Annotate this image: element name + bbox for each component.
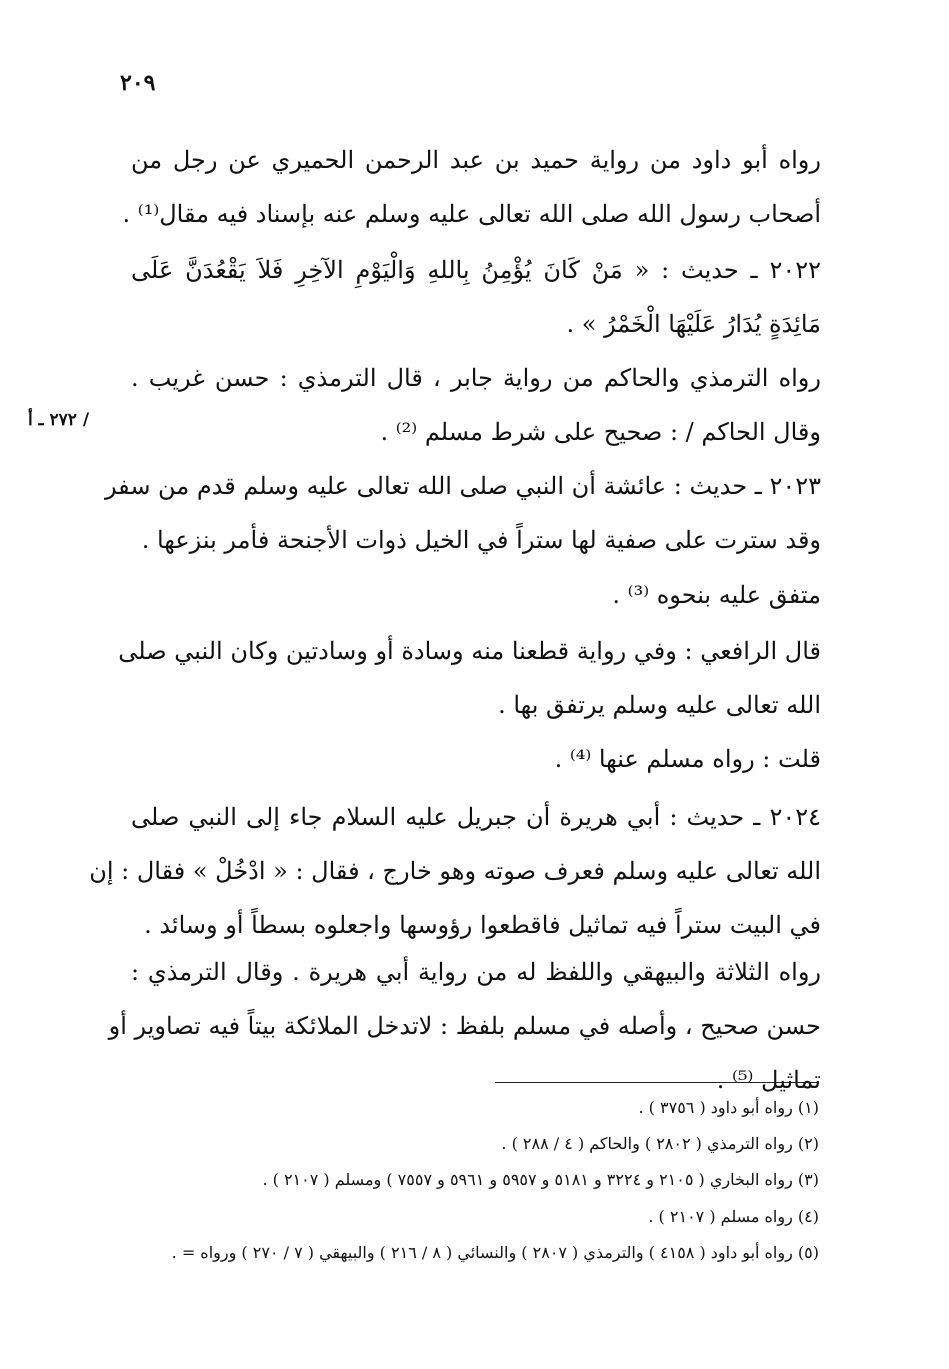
footnote-separator bbox=[495, 1082, 819, 1083]
text-line: وقال الحاكم / : صحيح على شرط مسلم ⁽²⁾ . bbox=[380, 418, 821, 446]
text-line: رواه الترمذي والحاكم من رواية جابر ، قال الترمذي : حسن غريب . bbox=[131, 364, 821, 392]
footnote: (١) رواه أبو داود ( ٣٧٥٦ ) . bbox=[638, 1098, 819, 1117]
footnote: (٢) رواه الترمذي ( ٢٨٠٢ ) والحاكم ( ٤ / ٢٨٨ ) . bbox=[501, 1134, 819, 1153]
text-line: حسن صحيح ، وأصله في مسلم بلفظ : لاتدخل الملائكة بيتاً فيه تصاوير أو bbox=[108, 1012, 821, 1040]
paragraph bbox=[131, 568, 821, 622]
text-line: مَائِدَةٍ يُدَارُ عَلَيْهَا الْخَمْرُ » . bbox=[566, 310, 821, 338]
text-line: ٢٠٢٣ ـ حديث : عائشة أن النبي صلى الله تعالى عليه وسلم قدم من سفر bbox=[104, 472, 821, 500]
text-line: أصحاب رسول الله صلى الله تعالى عليه وسلم عنه بإسناد فيه مقال⁽¹⁾ . bbox=[122, 200, 821, 228]
footnote: (٥) رواه أبو داود ( ٤١٥٨ ) والترمذي ( ٢٨٠٧ ) والنسائي ( ٨ / ٢١٦ ) والبيهقي ( ٧ / ٢٧٠ ) ورواه = . bbox=[171, 1243, 819, 1262]
hadith-2022 bbox=[131, 243, 821, 351]
paragraph bbox=[122, 133, 821, 241]
text-line: تماثيل ⁽⁵⁾ . bbox=[716, 1066, 821, 1094]
paragraph bbox=[131, 732, 821, 786]
text-line: قال الرافعي : وفي رواية قطعنا منه وسادة أو وسادتين وكان النبي صلى bbox=[118, 637, 821, 665]
text-line: الله تعالى عليه وسلم فعرف صوته وهو خارج ، فقال : « ادْخُلْ » فقال : إن bbox=[89, 857, 821, 885]
text-line: قلت : رواه مسلم عنها ⁽⁴⁾ . bbox=[554, 745, 821, 773]
paragraph bbox=[118, 624, 821, 732]
paragraph bbox=[131, 351, 821, 459]
hadith-2024 bbox=[89, 790, 821, 952]
footnote: (٤) رواه مسلم ( ٢١٠٧ ) . bbox=[648, 1207, 819, 1226]
margin-folio-note: / ٢٧٢ ـ أ bbox=[28, 410, 90, 430]
page-number: ٢٠٩ bbox=[120, 70, 156, 96]
text-line: في البيت ستراً فيه تماثيل فاقطعوا رؤوسها واجعلوه بسطاً أو وسائد . bbox=[144, 911, 821, 939]
text-line: ٢٠٢٤ ـ حديث : أبي هريرة أن جبريل عليه السلام جاء إلى النبي صلى bbox=[131, 803, 821, 831]
text-line: الله تعالى عليه وسلم يرتفق بها . bbox=[498, 691, 821, 719]
footnote: (٣) رواه البخاري ( ٢١٠٥ و ٣٢٢٤ و ٥١٨١ و ٥٩٥٧ و ٥٩٦١ و ٧٥٥٧ ) ومسلم ( ٢١٠٧ ) . bbox=[262, 1170, 819, 1189]
text-line: رواه الثلاثة والبيهقي واللفظ له من رواية أبي هريرة . وقال الترمذي : bbox=[131, 958, 821, 986]
text-line: متفق عليه بنحوه ⁽³⁾ . bbox=[612, 581, 821, 609]
text-line: ٢٠٢٢ ـ حديث : « مَنْ كَانَ يُؤْمِنُ بِاللهِ وَالْيَوْمِ الآخِرِ فَلاَ يَقْعُدَنَّ عَلَى bbox=[131, 256, 821, 284]
text-line: وقد سترت على صفية لها ستراً في الخيل ذوات الأجنحة فأمر بنزعها . bbox=[141, 526, 821, 554]
text-line: رواه أبو داود من رواية حميد بن عبد الرحمن الحميري عن رجل من bbox=[131, 146, 821, 174]
hadith-2023 bbox=[104, 459, 821, 567]
